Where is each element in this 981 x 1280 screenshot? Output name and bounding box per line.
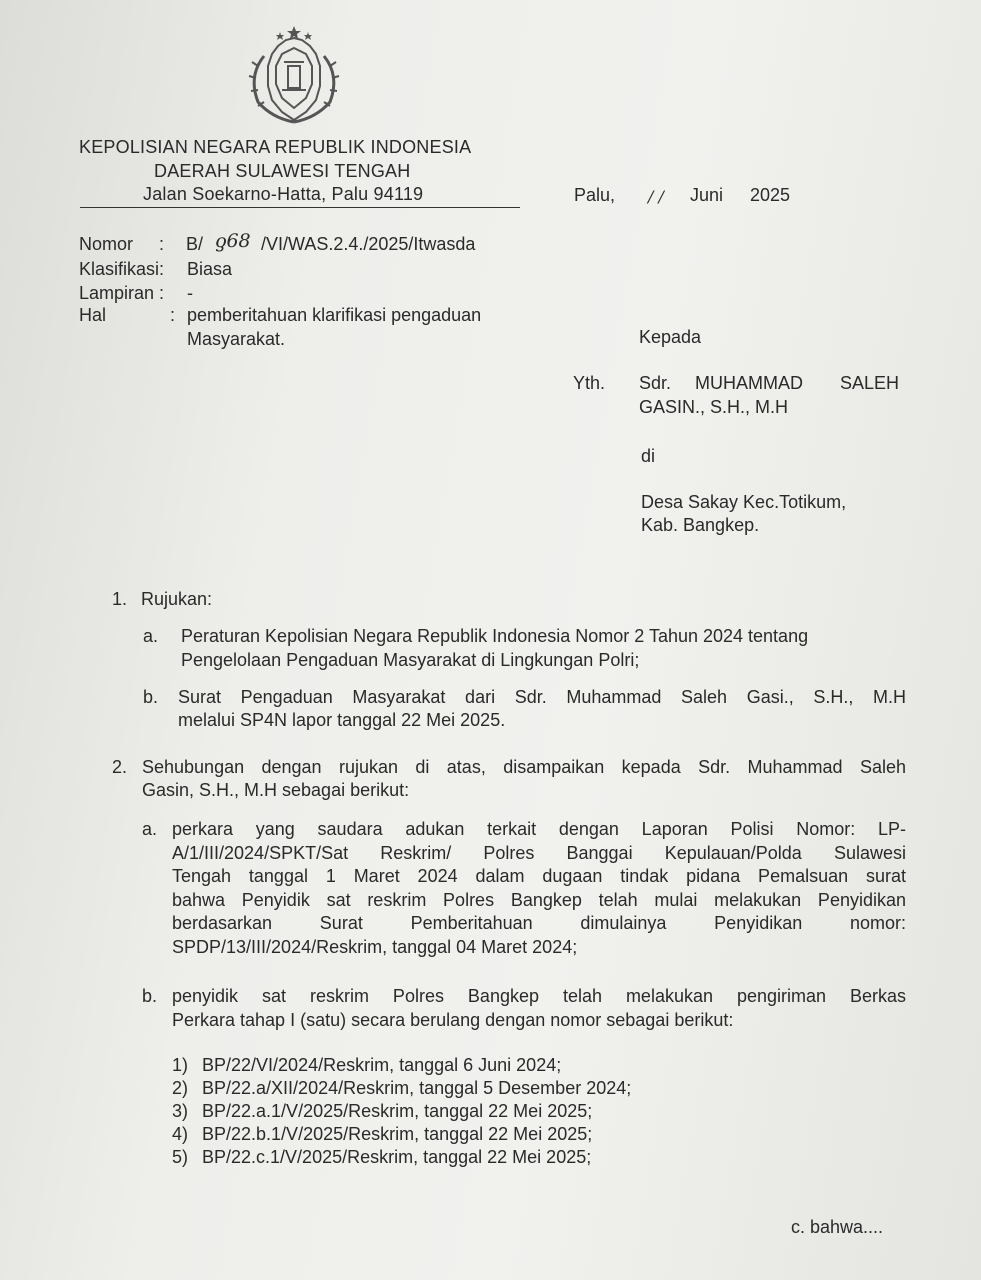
hal-label: Hal — [79, 305, 107, 325]
klasifikasi-value: Biasa — [187, 259, 233, 279]
section1-b-line2: melalui SP4N lapor tanggal 22 Mei 2025. — [178, 710, 506, 730]
section2-a-line: A/1/III/2024/SPKT/Sat Reskrim/ Polres Banggai Kepulauan/Polda Sulawesi — [172, 843, 906, 863]
nomor-handwritten: ƍ68 — [215, 230, 251, 252]
list-item-text: BP/22.a/XII/2024/Reskrim, tanggal 5 Desember 2024; — [202, 1078, 632, 1098]
letterhead-line1: KEPOLISIAN NEGARA REPUBLIK INDONESIA — [79, 137, 472, 157]
hal-line2: Masyarakat. — [187, 329, 286, 349]
date-month: Juni — [690, 185, 724, 205]
section2-number: 2. — [112, 757, 128, 777]
letterhead-line2: DAERAH SULAWESI TENGAH — [154, 161, 411, 181]
list-item-text: BP/22.c.1/V/2025/Reskrim, tanggal 22 Mei 2025; — [202, 1147, 592, 1167]
section1-number: 1. — [112, 589, 128, 609]
section1-title: Rujukan: — [141, 589, 213, 609]
section2-line2: Gasin, S.H., M.H sebagai berikut: — [142, 780, 410, 800]
recipient-name-second: SALEH — [840, 373, 900, 393]
recipient-name-line2: GASIN., S.H., M.H — [639, 397, 789, 417]
nomor-colon: : — [159, 234, 165, 254]
list-item-text: BP/22.b.1/V/2025/Reskrim, tanggal 22 Mei 2025; — [202, 1124, 593, 1144]
letterhead-address: Jalan Soekarno-Hatta, Palu 94119 — [143, 184, 424, 204]
section2-b-line: penyidik sat reskrim Polres Bangkep telah melakukan pengiriman Berkas — [172, 986, 906, 1006]
date-place: Palu, — [574, 185, 616, 205]
list-item-number: 2) — [172, 1078, 189, 1098]
section2-a-line: berdasarkan Surat Pemberitahuan dimulainya Penyidikan nomor: — [172, 913, 906, 933]
kepada-label: Kepada — [639, 327, 702, 347]
hal-colon: : — [170, 305, 176, 325]
klasifikasi-label: Klasifikasi: — [79, 259, 165, 279]
section1-b-label: b. — [143, 687, 159, 707]
nomor-label: Nomor — [79, 234, 134, 254]
list-item-number: 3) — [172, 1101, 189, 1121]
section2-a-line: bahwa Penyidik sat reskrim Polres Bangkep telah mulai melakukan Penyidikan — [172, 890, 906, 910]
list-item-number: 1) — [172, 1055, 189, 1075]
lampiran-label: Lampiran : — [79, 283, 165, 303]
date-day-handwritten: / / — [648, 187, 664, 206]
hal-line1: pemberitahuan klarifikasi pengaduan — [187, 305, 482, 325]
di-label: di — [641, 446, 656, 466]
list-item-text: BP/22.a.1/V/2025/Reskrim, tanggal 22 Mei 2025; — [202, 1101, 593, 1121]
section2-a-line: SPDP/13/III/2024/Reskrim, tanggal 04 Maret 2024; — [172, 937, 578, 957]
police-crest-icon — [236, 26, 352, 126]
yth-label: Yth. — [573, 373, 606, 393]
list-item-text: BP/22/VI/2024/Reskrim, tanggal 6 Juni 2024; — [202, 1055, 562, 1075]
address-line1: Desa Sakay Kec.Totikum, — [641, 492, 847, 512]
continuation-marker: c. bahwa.... — [791, 1217, 884, 1237]
section1-a-line1: Peraturan Kepolisian Negara Republik Indonesia Nomor 2 Tahun 2024 tentang — [181, 626, 809, 646]
section2-a-label: a. — [142, 819, 158, 839]
recipient-title: Sdr. — [639, 373, 672, 393]
section2-b-label: b. — [142, 986, 158, 1006]
lampiran-value: - — [187, 283, 193, 303]
section2-a-line: Tengah tanggal 1 Maret 2024 dalam dugaan tindak pidana Pemalsuan surat — [172, 866, 906, 886]
date-year: 2025 — [750, 185, 791, 205]
recipient-name-first: MUHAMMAD — [695, 373, 803, 393]
section1-a-line2: Pengelolaan Pengaduan Masyarakat di Lingkungan Polri; — [181, 650, 640, 670]
section2-a-line: perkara yang saudara adukan terkait dengan Laporan Polisi Nomor: LP- — [172, 819, 906, 839]
section2-b-line: Perkara tahap I (satu) secara berulang dengan nomor sebagai berikut: — [172, 1010, 734, 1030]
letterhead-divider — [80, 207, 520, 208]
section2-line1: Sehubungan dengan rujukan di atas, disampaikan kepada Sdr. Muhammad Saleh — [142, 757, 906, 777]
nomor-value: /VI/WAS.2.4./2025/Itwasda — [261, 234, 476, 254]
nomor-prefix: B/ — [186, 234, 204, 254]
list-item-number: 5) — [172, 1147, 189, 1167]
section1-b-line1: Surat Pengaduan Masyarakat dari Sdr. Muhammad Saleh Gasi., S.H., M.H — [178, 687, 906, 707]
list-item-number: 4) — [172, 1124, 189, 1144]
address-line2: Kab. Bangkep. — [641, 515, 760, 535]
section1-a-label: a. — [143, 626, 159, 646]
